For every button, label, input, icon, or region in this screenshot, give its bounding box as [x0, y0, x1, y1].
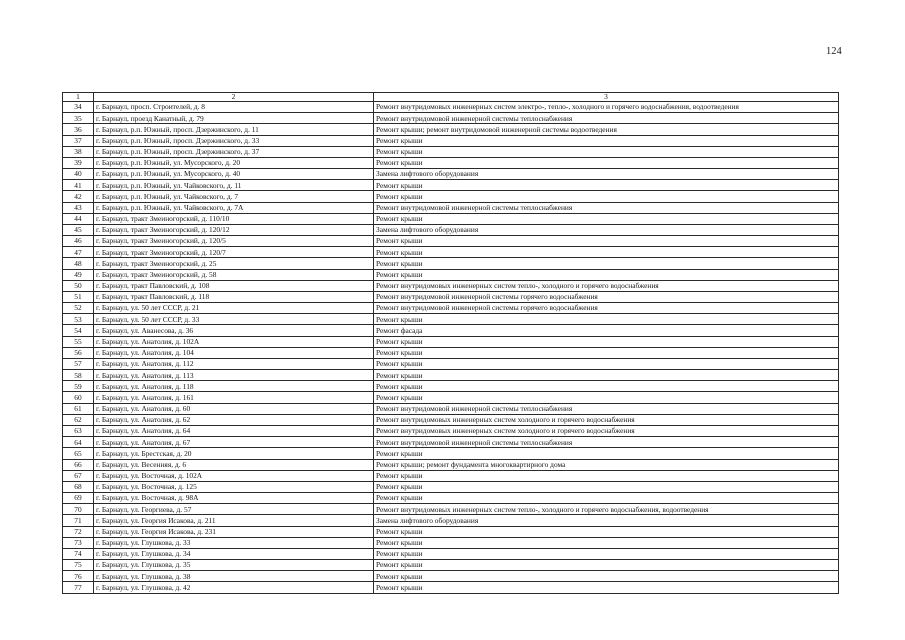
work-type-cell: Ремонт внутридомовых инженерных систем холодного и горячего водоснабжения: [374, 414, 839, 425]
work-type-cell: Ремонт внутридомовой инженерной системы теплоснабжения: [374, 113, 839, 124]
work-type-cell: Ремонт внутридомовой инженерной системы горячего водоснабжения: [374, 303, 839, 314]
table-row: [63, 504, 839, 515]
row-number-cell: 47: [63, 247, 94, 258]
table-row: [63, 213, 839, 224]
work-type-cell: Ремонт крыши: [374, 548, 839, 559]
table-row: [63, 425, 839, 436]
header-column-1: 1: [63, 93, 94, 102]
address-cell: г. Барнаул, р.п. Южный, ул. Чайковского, д. 7А: [94, 202, 374, 213]
row-number-cell: 50: [63, 280, 94, 291]
table-row: [63, 157, 839, 168]
row-number-cell: 56: [63, 347, 94, 358]
row-number-cell: 53: [63, 314, 94, 325]
row-number-cell: 36: [63, 124, 94, 135]
address-cell: г. Барнаул, ул. Анатолия, д. 60: [94, 403, 374, 414]
header-column-3: 3: [374, 93, 839, 102]
page-number: 124: [826, 46, 842, 57]
row-number-cell: 59: [63, 381, 94, 392]
row-number-cell: 71: [63, 515, 94, 526]
address-cell: г. Барнаул, ул. Глушкова, д. 34: [94, 548, 374, 559]
table-row: [63, 113, 839, 124]
work-type-cell: Ремонт внутридомовых инженерных систем электро-, тепло-, холодного и горячего водоснабжения, водоотведения: [374, 102, 839, 113]
work-type-cell: Ремонт крыши: [374, 493, 839, 504]
address-cell: г. Барнаул, ул. Восточная, д. 125: [94, 481, 374, 492]
row-number-cell: 42: [63, 191, 94, 202]
table-row: [63, 191, 839, 202]
work-type-cell: Ремонт крыши: [374, 347, 839, 358]
row-number-cell: 45: [63, 224, 94, 235]
work-type-cell: Ремонт внутридомовых инженерных систем тепло-, холодного и горячего водоснабжения: [374, 280, 839, 291]
work-type-cell: Ремонт крыши: [374, 213, 839, 224]
row-number-cell: 46: [63, 236, 94, 247]
work-type-cell: Ремонт крыши: [374, 358, 839, 369]
row-number-cell: 54: [63, 325, 94, 336]
table-row: [63, 515, 839, 526]
address-cell: г. Барнаул, ул. Анатолия, д. 62: [94, 414, 374, 425]
table-row: [63, 146, 839, 157]
table-row: [63, 347, 839, 358]
table-row: [63, 135, 839, 146]
table-row: [63, 414, 839, 425]
work-type-cell: Ремонт крыши: [374, 135, 839, 146]
work-type-cell: Ремонт крыши: [374, 537, 839, 548]
address-cell: г. Барнаул, ул. Георгия Исакова, д. 231: [94, 526, 374, 537]
address-cell: г. Барнаул, р.п. Южный, ул. Чайковского, д. 7: [94, 191, 374, 202]
address-cell: г. Барнаул, ул. Анатолия, д. 113: [94, 370, 374, 381]
work-type-cell: Ремонт крыши: [374, 258, 839, 269]
address-cell: г. Барнаул, ул. Глушкова, д. 33: [94, 537, 374, 548]
row-number-cell: 37: [63, 135, 94, 146]
work-type-cell: Ремонт внутридомовых инженерных систем тепло-, холодного и горячего водоснабжения, водоотведения: [374, 504, 839, 515]
address-cell: г. Барнаул, ул. Брестская, д. 20: [94, 448, 374, 459]
work-type-cell: Ремонт внутридомовых инженерных систем холодного и горячего водоснабжения: [374, 425, 839, 436]
table-body: [63, 102, 839, 594]
work-type-cell: Ремонт крыши: [374, 247, 839, 258]
table-row: [63, 247, 839, 258]
address-cell: г. Барнаул, р.п. Южный, просп. Дзержинского, д. 33: [94, 135, 374, 146]
table-row: [63, 582, 839, 593]
table-row: [63, 258, 839, 269]
table-row: [63, 470, 839, 481]
table-row: [63, 459, 839, 470]
work-type-cell: Замена лифтового оборудования: [374, 515, 839, 526]
work-type-cell: Ремонт крыши: [374, 269, 839, 280]
row-number-cell: 57: [63, 358, 94, 369]
row-number-cell: 38: [63, 146, 94, 157]
table-row: [63, 303, 839, 314]
work-type-cell: Ремонт крыши: [374, 392, 839, 403]
row-number-cell: 55: [63, 336, 94, 347]
row-number-cell: 39: [63, 157, 94, 168]
table-row: [63, 392, 839, 403]
address-cell: г. Барнаул, ул. 50 лет СССР, д. 21: [94, 303, 374, 314]
work-type-cell: Ремонт крыши; ремонт фундамента многоквартирного дома: [374, 459, 839, 470]
table-header: [63, 93, 839, 102]
address-cell: г. Барнаул, р.п. Южный, просп. Дзержинского, д. 11: [94, 124, 374, 135]
row-number-cell: 44: [63, 213, 94, 224]
work-type-cell: Ремонт крыши: [374, 560, 839, 571]
work-type-cell: Ремонт внутридомовой инженерной системы горячего водоснабжения: [374, 291, 839, 302]
row-number-cell: 63: [63, 425, 94, 436]
address-cell: г. Барнаул, ул. Глушкова, д. 35: [94, 560, 374, 571]
work-type-cell: Ремонт крыши: [374, 146, 839, 157]
table-row: [63, 236, 839, 247]
address-cell: г. Барнаул, ул. 50 лет СССР, д. 33: [94, 314, 374, 325]
work-type-cell: Ремонт крыши: [374, 582, 839, 593]
row-number-cell: 61: [63, 403, 94, 414]
address-cell: г. Барнаул, ул. Глушкова, д. 42: [94, 582, 374, 593]
row-number-cell: 67: [63, 470, 94, 481]
work-type-cell: Ремонт крыши: [374, 571, 839, 582]
row-number-cell: 65: [63, 448, 94, 459]
row-number-cell: 40: [63, 169, 94, 180]
table-row: [63, 314, 839, 325]
row-number-cell: 52: [63, 303, 94, 314]
work-type-cell: Ремонт внутридомовой инженерной системы теплоснабжения: [374, 202, 839, 213]
row-number-cell: 62: [63, 414, 94, 425]
address-cell: г. Барнаул, р.п. Южный, просп. Дзержинского, д. 37: [94, 146, 374, 157]
address-cell: г. Барнаул, ул. Анатолия, д. 112: [94, 358, 374, 369]
address-cell: г. Барнаул, ул. Анатолия, д. 104: [94, 347, 374, 358]
address-cell: г. Барнаул, р.п. Южный, ул. Мусорского, д. 20: [94, 157, 374, 168]
table-row: [63, 403, 839, 414]
row-number-cell: 76: [63, 571, 94, 582]
table-row: [63, 493, 839, 504]
row-number-cell: 69: [63, 493, 94, 504]
work-type-cell: Замена лифтового оборудования: [374, 224, 839, 235]
address-cell: г. Барнаул, ул. Анатолия, д. 67: [94, 437, 374, 448]
work-type-cell: Ремонт крыши: [374, 370, 839, 381]
address-cell: г. Барнаул, тракт Павловский, д. 118: [94, 291, 374, 302]
row-number-cell: 41: [63, 180, 94, 191]
row-number-cell: 58: [63, 370, 94, 381]
address-cell: г. Барнаул, р.п. Южный, ул. Мусорского, д. 40: [94, 169, 374, 180]
address-cell: г. Барнаул, тракт Змеиногорский, д. 120/7: [94, 247, 374, 258]
work-type-cell: Ремонт крыши: [374, 448, 839, 459]
row-number-cell: 74: [63, 548, 94, 559]
table-row: [63, 336, 839, 347]
table-row: [63, 180, 839, 191]
work-type-cell: Замена лифтового оборудования: [374, 169, 839, 180]
address-cell: г. Барнаул, ул. Георгия Исакова, д. 211: [94, 515, 374, 526]
table-row: [63, 571, 839, 582]
row-number-cell: 66: [63, 459, 94, 470]
row-number-cell: 34: [63, 102, 94, 113]
table-row: [63, 481, 839, 492]
address-cell: г. Барнаул, ул. Георгиева, д. 57: [94, 504, 374, 515]
work-type-cell: Ремонт крыши: [374, 336, 839, 347]
table-row: [63, 325, 839, 336]
work-type-cell: Ремонт фасада: [374, 325, 839, 336]
work-type-cell: Ремонт крыши: [374, 526, 839, 537]
work-type-cell: Ремонт крыши: [374, 470, 839, 481]
table-row: [63, 448, 839, 459]
address-cell: г. Барнаул, ул. Восточная, д. 102А: [94, 470, 374, 481]
table-row: [63, 537, 839, 548]
table-row: [63, 202, 839, 213]
row-number-cell: 70: [63, 504, 94, 515]
row-number-cell: 48: [63, 258, 94, 269]
work-type-cell: Ремонт крыши; ремонт внутридомовой инженерной системы водоотведения: [374, 124, 839, 135]
table-row: [63, 548, 839, 559]
table-row: [63, 358, 839, 369]
row-number-cell: 64: [63, 437, 94, 448]
table-row: [63, 169, 839, 180]
row-number-cell: 43: [63, 202, 94, 213]
work-type-cell: Ремонт крыши: [374, 236, 839, 247]
row-number-cell: 60: [63, 392, 94, 403]
work-type-cell: Ремонт крыши: [374, 191, 839, 202]
table-row: [63, 291, 839, 302]
row-number-cell: 35: [63, 113, 94, 124]
address-cell: г. Барнаул, ул. Анатолия, д. 161: [94, 392, 374, 403]
address-cell: г. Барнаул, ул. Аванесова, д. 36: [94, 325, 374, 336]
row-number-cell: 73: [63, 537, 94, 548]
address-cell: г. Барнаул, тракт Змеиногорский, д. 25: [94, 258, 374, 269]
table-row: [63, 437, 839, 448]
address-cell: г. Барнаул, просп. Строителей, д. 8: [94, 102, 374, 113]
row-number-cell: 68: [63, 481, 94, 492]
address-cell: г. Барнаул, ул. Анатолия, д. 102А: [94, 336, 374, 347]
address-cell: г. Барнаул, ул. Восточная, д. 98А: [94, 493, 374, 504]
table-row: [63, 526, 839, 537]
row-number-cell: 75: [63, 560, 94, 571]
table-row: [63, 124, 839, 135]
work-type-cell: Ремонт внутридомовой инженерной системы теплоснабжения: [374, 403, 839, 414]
table-row: [63, 560, 839, 571]
address-cell: г. Барнаул, тракт Змеиногорский, д. 110/10: [94, 213, 374, 224]
work-type-cell: Ремонт крыши: [374, 180, 839, 191]
address-cell: г. Барнаул, тракт Павловский, д. 108: [94, 280, 374, 291]
header-row: [63, 93, 839, 102]
table-row: [63, 102, 839, 113]
address-cell: г. Барнаул, тракт Змеиногорский, д. 120/5: [94, 236, 374, 247]
work-type-cell: Ремонт крыши: [374, 381, 839, 392]
address-cell: г. Барнаул, ул. Анатолия, д. 118: [94, 381, 374, 392]
table-row: [63, 381, 839, 392]
row-number-cell: 77: [63, 582, 94, 593]
table-row: [63, 370, 839, 381]
address-cell: г. Барнаул, ул. Весенняя, д. 6: [94, 459, 374, 470]
table-row: [63, 280, 839, 291]
work-type-cell: Ремонт крыши: [374, 157, 839, 168]
address-cell: г. Барнаул, р.п. Южный, ул. Чайковского, д. 11: [94, 180, 374, 191]
table-row: [63, 269, 839, 280]
work-type-cell: Ремонт крыши: [374, 314, 839, 325]
address-cell: г. Барнаул, тракт Змеиногорский, д. 120/12: [94, 224, 374, 235]
row-number-cell: 49: [63, 269, 94, 280]
table-row: [63, 224, 839, 235]
row-number-cell: 51: [63, 291, 94, 302]
address-cell: г. Барнаул, тракт Змеиногорский, д. 58: [94, 269, 374, 280]
row-number-cell: 72: [63, 526, 94, 537]
address-cell: г. Барнаул, проезд Канатный, д. 79: [94, 113, 374, 124]
work-type-cell: Ремонт внутридомовой инженерной системы теплоснабжения: [374, 437, 839, 448]
address-cell: г. Барнаул, ул. Глушкова, д. 38: [94, 571, 374, 582]
header-column-2: 2: [94, 93, 374, 102]
address-cell: г. Барнаул, ул. Анатолия, д. 64: [94, 425, 374, 436]
work-type-cell: Ремонт крыши: [374, 481, 839, 492]
repair-list-table: [62, 92, 839, 594]
